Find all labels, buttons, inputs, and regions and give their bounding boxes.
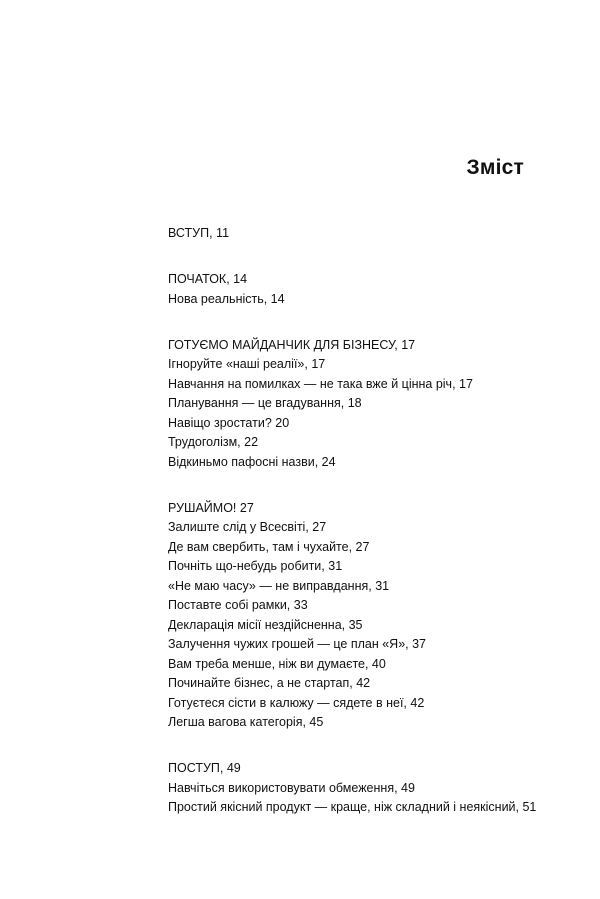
- toc-section-beginning: [168, 270, 568, 309]
- toc-section-intro: [168, 224, 568, 244]
- toc-section-heading: ВСТУП, 11: [168, 226, 230, 240]
- toc-entry: Вам треба менше, ніж ви думаєте, 40: [168, 656, 386, 671]
- toc-entry: Відкиньмо пафосні назви, 24: [168, 454, 336, 469]
- toc-entry: Ігноруйте «наші реалії», 17: [168, 357, 326, 371]
- toc-entry: Поставте собі рамки, 33: [168, 598, 308, 612]
- toc-section-lets-go: [168, 499, 568, 733]
- toc-entry: Декларація місії нездійсненна, 35: [168, 617, 363, 632]
- toc-section-progress: [168, 759, 568, 818]
- toc-entry: Залиште слід у Всесвіті, 27: [168, 520, 327, 534]
- toc-entry: Почніть що-небудь робити, 31: [168, 559, 343, 573]
- toc-entry: Де вам свербить, там і чухайте, 27: [168, 539, 370, 554]
- toc-entry: Залучення чужих грошей — це план «Я», 37: [168, 637, 427, 651]
- toc-section-heading: ГОТУЄМО МАЙДАНЧИК ДЛЯ БІЗНЕСУ, 17: [168, 337, 416, 352]
- toc-entry: Нова реальність, 14: [168, 291, 285, 306]
- toc-section-heading: ПОЧАТОК, 14: [168, 272, 248, 286]
- toc-entry: Планування — це вгадування, 18: [168, 396, 362, 410]
- page-title: Зміст: [466, 156, 524, 179]
- toc-section-heading: ПОСТУП, 49: [168, 761, 241, 775]
- toc-entry: Трудоголізм, 22: [168, 435, 259, 449]
- toc-entry: Починайте бізнес, а не стартап, 42: [168, 676, 371, 690]
- table-of-contents: [168, 224, 568, 844]
- toc-section-groundwork: [168, 336, 568, 473]
- toc-section-heading: РУШАЙМО! 27: [168, 500, 254, 515]
- toc-entry: «Не маю часу» — не виправдання, 31: [168, 578, 390, 593]
- toc-entry: Навчання на помилках — не така вже й цінна річ, 17: [168, 376, 473, 391]
- toc-entry: Навіщо зростати? 20: [168, 415, 290, 430]
- toc-entry: Легша вагова категорія, 45: [168, 715, 324, 729]
- toc-entry: Простий якісний продукт — краще, ніж складний і неякісний, 51: [168, 800, 537, 814]
- toc-entry: Навчіться використовувати обмеження, 49: [168, 780, 415, 795]
- toc-entry: Готуєтеся сісти в калюжу — сядете в неї, 42: [168, 695, 425, 710]
